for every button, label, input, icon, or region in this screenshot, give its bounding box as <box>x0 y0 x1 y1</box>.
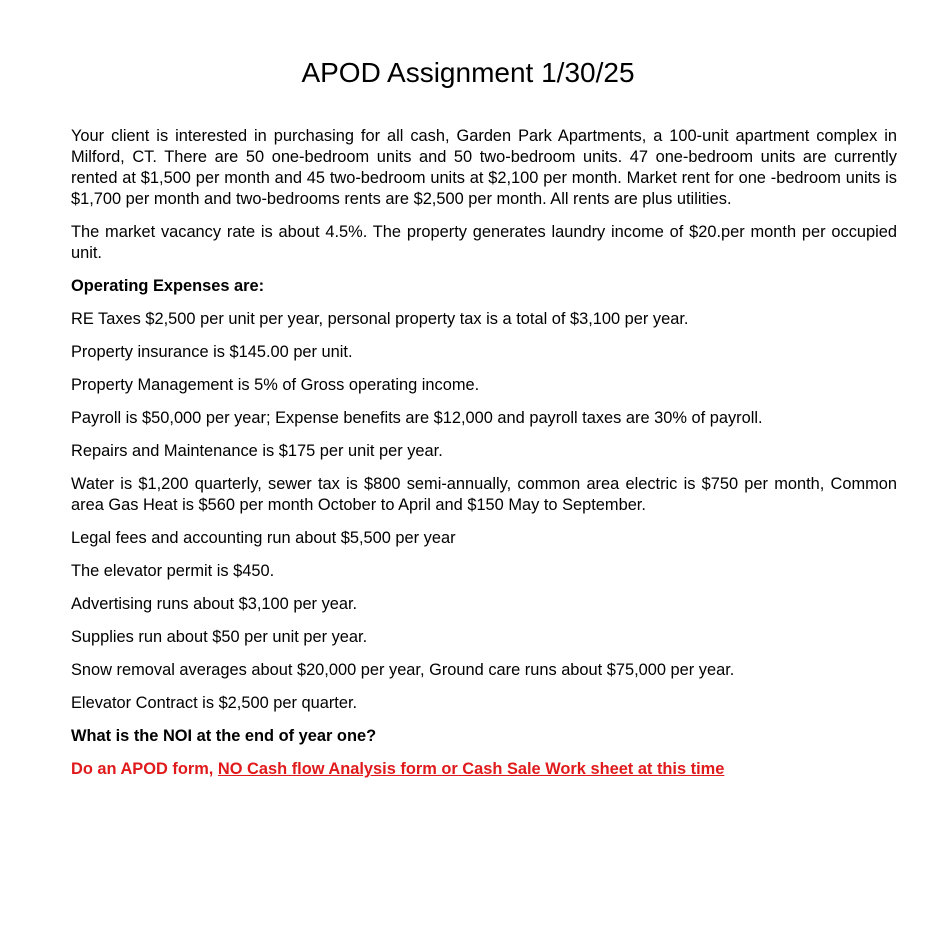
expense-advertising: Advertising runs about $3,100 per year. <box>71 595 358 613</box>
expense-legal: Legal fees and accounting run about $5,500 per year <box>71 529 456 547</box>
expense-snow-grounds: Snow removal averages about $20,000 per year, Ground care runs about $75,000 per year. <box>71 661 735 679</box>
noi-question: What is the NOI at the end of year one? <box>71 727 377 745</box>
expense-re-taxes: RE Taxes $2,500 per unit per year, personal property tax is a total of $3,100 per year. <box>71 310 689 328</box>
expense-elevator-permit: The elevator permit is $450. <box>71 562 275 580</box>
instruction-line <box>71 759 897 780</box>
page-title: APOD Assignment 1/30/25 <box>301 57 635 88</box>
instruction-prefix: Do an APOD form, <box>71 760 218 778</box>
expense-insurance: Property insurance is $145.00 per unit. <box>71 343 353 361</box>
expenses-heading: Operating Expenses are: <box>71 277 265 295</box>
expense-elevator-contract: Elevator Contract is $2,500 per quarter. <box>71 694 358 712</box>
instruction-underlined: NO Cash flow Analysis form or Cash Sale Work sheet at this time <box>217 760 725 778</box>
document-body <box>71 126 897 792</box>
vacancy-paragraph: The market vacancy rate is about 4.5%. The property generates laundry income of $20.per month per occupied unit. <box>71 223 897 262</box>
expense-utilities: Water is $1,200 quarterly, sewer tax is $800 semi-annually, common area electric is $750 per month, Common area Gas Heat is $560 per month October to April and $150 May to September. <box>71 475 897 514</box>
expense-payroll: Payroll is $50,000 per year; Expense benefits are $12,000 and payroll taxes are 30% of payroll. <box>71 409 763 427</box>
expense-repairs: Repairs and Maintenance is $175 per unit per year. <box>71 442 443 460</box>
expense-management: Property Management is 5% of Gross operating income. <box>71 376 480 394</box>
intro-paragraph: Your client is interested in purchasing for all cash, Garden Park Apartments, a 100-unit apartment complex in Milford, CT. There are 50 one-bedroom units and 50 two-bedroom units. 47 one-bedroom units are currently rented at $1,500 per month and 45 two-bedroom units at $2,100 per month. Market rent for one -bedroom units is $1,700 per month and two-bedrooms rents are $2,500 per month. All rents are plus utilities. <box>71 127 897 208</box>
expense-supplies: Supplies run about $50 per unit per year. <box>71 628 368 646</box>
